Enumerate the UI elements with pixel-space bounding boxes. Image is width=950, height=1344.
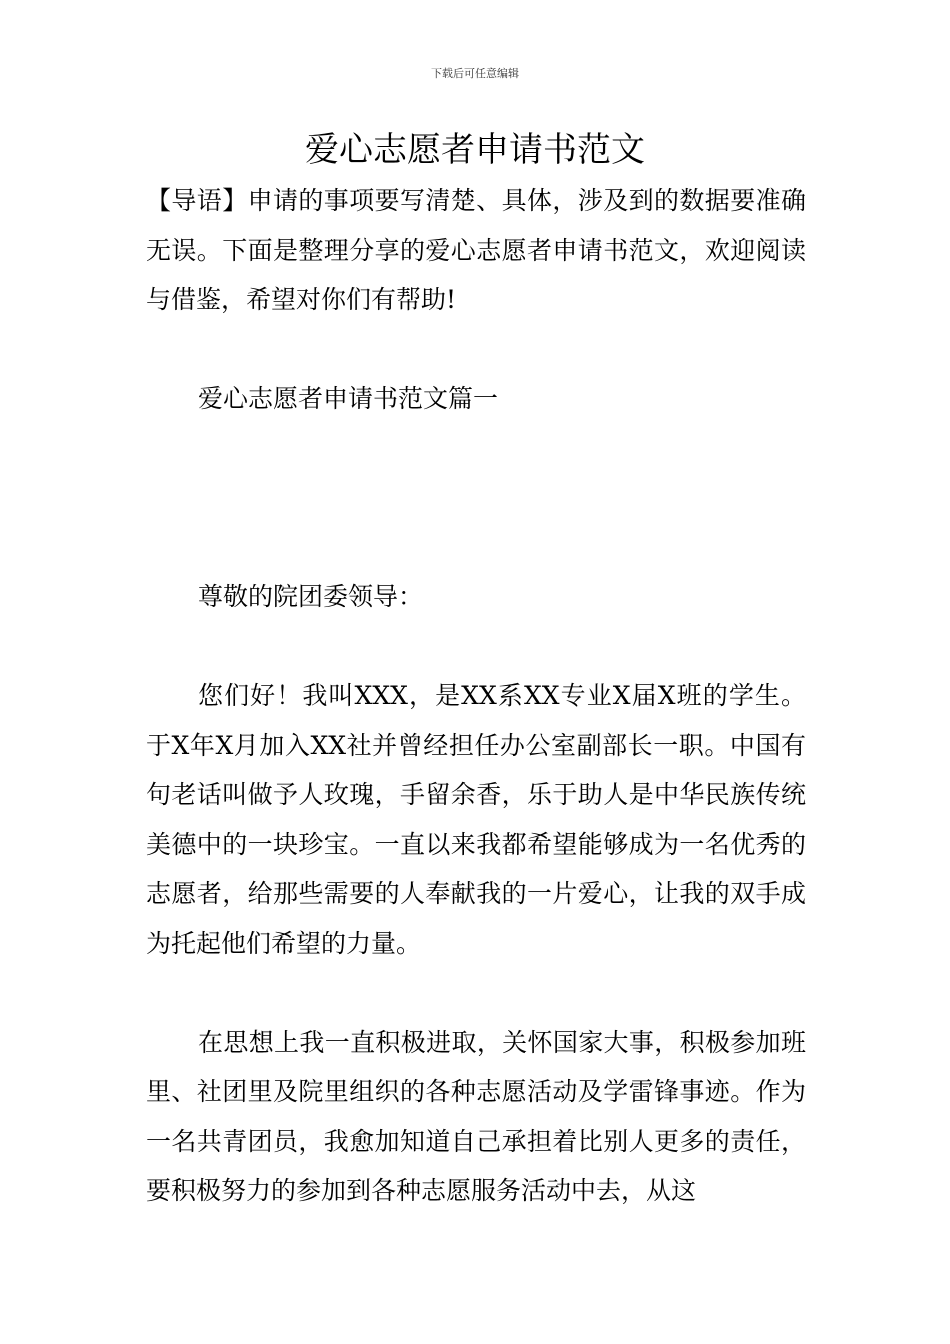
salutation: 尊敬的院团委领导： xyxy=(198,582,424,611)
section-heading: 爱心志愿者申请书范文篇一 xyxy=(198,384,499,413)
document-title: 爱心志愿者申请书范文 xyxy=(305,130,645,170)
spacer xyxy=(146,325,806,375)
spacer xyxy=(146,424,806,573)
intro-paragraph: 【导语】申请的事项要写清楚、具体，涉及到的数据要准确无误。下面是整理分享的爱心志愿者申请书范文，欢迎阅读与借鉴，希望对你们有帮助! xyxy=(146,186,806,314)
spacer xyxy=(146,968,806,1018)
body-paragraph: 您们好！我叫XXX，是XX系XX专业X届X班的学生。于X年X月加入XX社并曾经担任办公室副部长一职。中国有句老话叫做予人玫瑰，手留余香，乐于助人是中华民族传统美德中的一块珍宝。一直以来我都希望能够成为一名优秀的志愿者，给那些需要的人奉献我的一片爱心，让我的双手成为托起他们希望的力量。 xyxy=(146,681,806,958)
body-paragraph: 在思想上我一直积极进取，关怀国家大事，积极参加班里、社团里及院里组织的各种志愿活动及学雷锋事迹。作为一名共青团员，我愈加知道自己承担着比别人更多的责任，要积极努力的参加到各种志愿服务活动中去，从这 xyxy=(146,1027,806,1205)
document-body xyxy=(146,176,806,1216)
header-note: 下载后可任意编辑 xyxy=(431,67,519,80)
spacer xyxy=(146,622,806,672)
